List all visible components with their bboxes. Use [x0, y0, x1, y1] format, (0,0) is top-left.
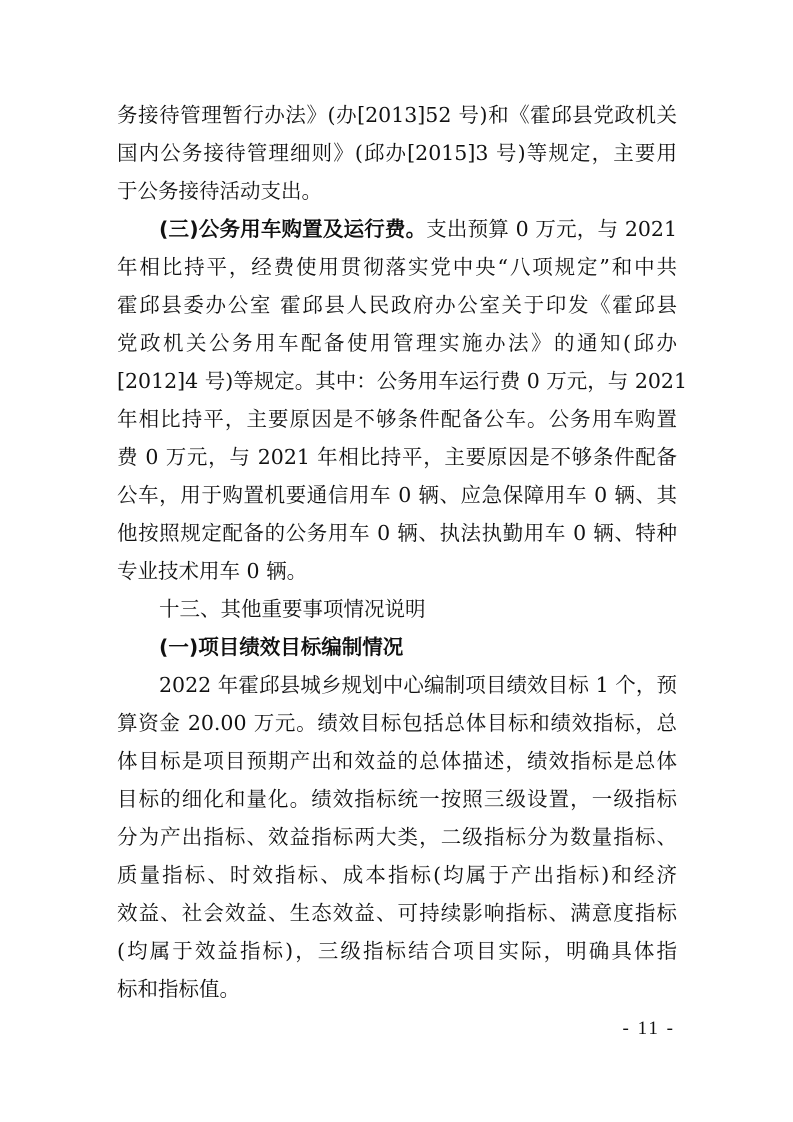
- performance-paragraph: [117, 666, 677, 1008]
- text-line: 专业技术用车 0 辆。: [117, 559, 308, 583]
- text-line: 体目标是项目预期产出和效益的总体描述，绩效指标是总体: [117, 749, 677, 773]
- text-line: 分为产出指标、效益指标两大类，二级指标分为数量指标、: [117, 825, 677, 849]
- text-line: (均属于效益指标)，三级指标结合项目实际，明确具体指: [117, 939, 677, 963]
- text-line: 效益、社会效益、生态效益、可持续影响指标、满意度指标: [117, 901, 677, 925]
- text-line: 霍邱县委办公室 霍邱县人民政府办公室关于印发《霍邱县: [117, 293, 677, 317]
- text-line: 目标的细化和量化。绩效指标统一按照三级设置，一级指标: [117, 787, 677, 811]
- text-line: 算资金 20.00 万元。绩效目标包括总体目标和绩效指标，总: [117, 711, 677, 735]
- vehicle-heading-bold: (三)公务用车购置及运行费。: [159, 217, 427, 241]
- text-line: 年相比持平，主要原因是不够条件配备公车。公务用车购置: [117, 407, 677, 431]
- text-line: 费 0 万元，与 2021 年相比持平，主要原因是不够条件配备: [117, 445, 677, 469]
- text-line: [2012]4 号)等规定。其中：公务用车运行费 0 万元，与 2021: [117, 369, 687, 393]
- vehicle-heading-rest: 支出预算 0 万元，与 2021: [426, 217, 677, 241]
- text-line: [117, 210, 677, 248]
- text-line: 党政机关公务用车配备使用管理实施办法》的通知(邱办: [117, 331, 677, 355]
- text-line: 质量指标、时效指标、成本指标(均属于产出指标)和经济: [117, 863, 677, 887]
- text-line: 务接待管理暂行办法》(办[2013]52 号)和《霍邱县党政机关: [117, 103, 677, 127]
- text-line: 于公务接待活动支出。: [117, 179, 322, 203]
- section-heading: 十三、其他重要事项情况说明: [159, 597, 426, 621]
- vehicle-paragraph: [117, 210, 687, 590]
- page-number: - 11 -: [622, 1018, 675, 1039]
- text-line: 他按照规定配备的公务用车 0 辆、执法执勤用车 0 辆、特种: [117, 521, 677, 545]
- text-line: 2022 年霍邱县城乡规划中心编制项目绩效目标 1 个，预: [159, 673, 677, 697]
- text-line: 国内公务接待管理细则》(邱办[2015]3 号)等规定，主要用: [117, 141, 677, 165]
- page-body: [117, 96, 687, 1008]
- text-line: 标和指标值。: [117, 977, 240, 1001]
- text-line: 公车，用于购置机要通信用车 0 辆、应急保障用车 0 辆、其: [117, 483, 677, 507]
- continued-paragraph: [117, 96, 677, 210]
- text-line: 年相比持平，经费使用贯彻落实党中央“八项规定”和中共: [117, 255, 677, 279]
- subsection-heading: (一)项目绩效目标编制情况: [159, 635, 404, 659]
